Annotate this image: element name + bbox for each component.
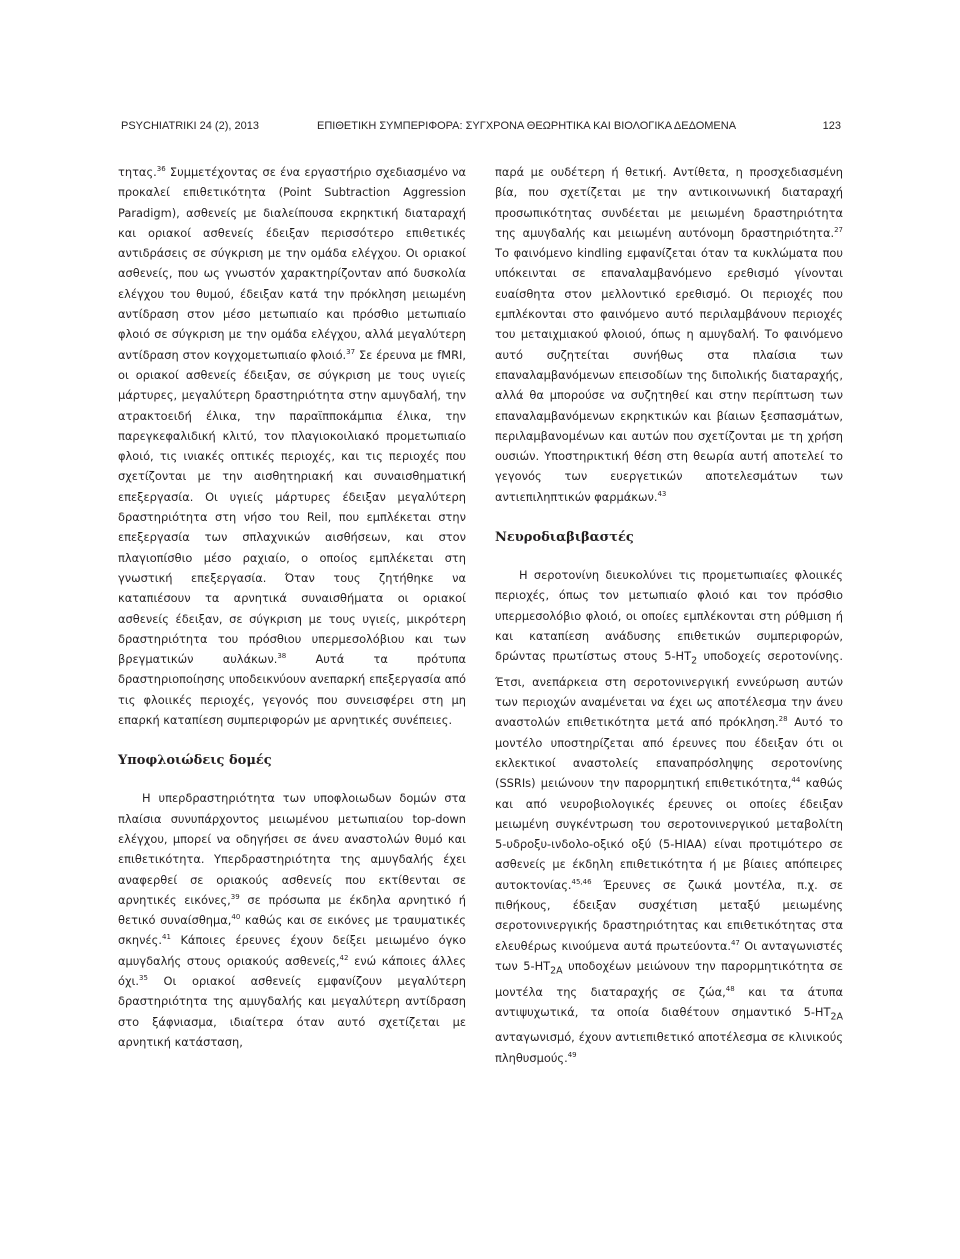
running-header <box>121 120 841 138</box>
journal-citation: PSYCHIATRIKI 24 (2), 2013 <box>121 120 259 132</box>
citation-ref: 43 <box>657 489 667 498</box>
citation-ref: 35 <box>139 973 148 982</box>
citation-ref: 27 <box>834 225 843 234</box>
citation-ref: 45,46 <box>571 877 592 886</box>
section-heading-subcortical: Υποφλοιώδεις δομές <box>118 753 272 769</box>
right-column <box>495 162 843 1068</box>
body-paragraph: παρά με ουδέτερη ή θετική. Αντίθετα, η προσχεδιασμένη βία, που σχετίζεται με την αντικοινωνική διαταραχή προσωπικότητας συνδέεται με μειωμένη δραστηριότητα της αμυγδαλής και μειωμένη αυτόνομη δραστηριότητα.$^{27}$ Το φαινόμενο kindling εμφανίζεται όταν τα κυκλώματα που υπόκεινται σε επαναλαμβανόμενο ερεθισμό γίνονται ευαίσθητα στον μελλοντικό ερεθισμό. Οι περιοχές που εμπλέκονται στο φαινόμενο αυτό περιλαμβάνουν περιοχές του μεταιχμιακού φλοιού, όπως η αμυγδαλή. Το φαινόμενο αυτό συζητείται συνήθως στα πλαίσια των επαναλαμβανόμενων επεισοδίων της διπολικής διαταραχής, αλλά θα μπορούσε να συζητηθεί και στην περίπτωση των επαναλαμβανόμενων εκρηκτικών και βίαιων ξεσπασμάτων, περιλαμβανομένων και αυτών που σχετίζονται με τη χρήση ουσιών. Υποστηρικτική θέση στη θεωρία αυτή αποτελεί το γεγονός των ευεργετικών αποτελεσμάτων των αντιεπιληπτικών φαρμάκων.$^{43}$ <box>495 165 843 504</box>
citation-ref: 40 <box>231 913 241 922</box>
citation-ref: 49 <box>567 1050 577 1059</box>
left-column <box>118 162 466 1052</box>
page-number: 123 <box>822 120 841 132</box>
body-paragraph: Η σεροτονίνη διευκολύνει τις προμετωπιαίες φλοιικές περιοχές, όπως τον μετωπιαίο φλοιό και τον πρόσθιο υπερμεσολόβιο φλοιό, οι οποίες εμπλέκονται στη ρύθμιση ή και καταπίεση ανάδυσης επιθετικών συμπεριφορών, δρώντας πρωτίστως στους $5-HT_2$ υποδοχείς σεροτονίνης. Έτσι, ανεπάρκεια στη σεροτονινεργική εννεύρωση αυτών των περιοχών αναμένεται να έχει ως αποτέλεσμα την άνευ αναστολών επιθετικότητα μετά από πρόκληση.$^{28}$ Αυτό το μοντέλο υποστηρίζεται από έρευνες που έδειξαν ότι οι εκλεκτικοί αναστολείς επαναπρόσληψης σεροτονίνης (SSRIs) μειώνουν την παρορμητική επιθετικότητα,$^{44}$ καθώς και από νευροβιολογικές έρευνες οι οποίες έδειξαν μειωμένη συγκέντρωση του σεροτονινεργικού μεταβολίτη 5-υδροξυ-ινδολο-οξικό οξύ (5-HIAA) είναι προτιμότερο σε ασθενείς με έκδηλη επιθετικότητα ή με βίαιες απόπειρες αυτοκτονίας.$^{45,46}$ Έρευνες σε ζωικά μοντέλα, π.χ. σε πιθήκους, έδειξαν συσχέτιση μεταξύ μειωμένης σεροτονινεργικής δραστηριότητας και επιθετικότητας στα ελευθέρως κινούμενα αυτά πρωτεύοντα.$^{47}$ Οι ανταγωνιστές των $5-HT_{2A}$ υποδοχέων μειώνουν την παρορμητικότητα σε μοντέλα της διαταραχής σε ζώα,$^{48}$ και τα άτυπα αντιψυχωτικά, τα οποία διαθέτουν σημαντικό $5-HT_{2A}$ ανταγωνισμό, έχουν αντιεπιθετικό αποτέλεσμα σε κλινικούς πληθυσμούς.$^{49}$ <box>495 568 844 1065</box>
citation-ref: 47 <box>730 938 740 947</box>
running-title: ΕΠΙΘΕΤΙΚΗ ΣΥΜΠΕΡΙΦΟΡΑ: ΣΥΓΧΡΟΝΑ ΘΕΩΡΗΤΙΚΑ ΚΑΙ ΒΙΟΛΟΓΙΚΑ ΔΕΔΟΜΕΝΑ <box>317 120 737 132</box>
citation-ref: 41 <box>161 933 171 942</box>
subscript: 2A <box>550 965 563 977</box>
body-paragraph: τητας.$^{36}$ Συμμετέχοντας σε ένα εργαστήριο σχεδιασμένο να προκαλεί επιθετικότητα (Point Subtraction Aggression Paradigm), ασθενείς με διαλείπουσα εκρηκτική διαταραχή και οριακοί ασθενείς έδειξαν περισσότερο επιθετικές αντιδράσεις σε σύγκριση με την ομάδα ελέγχου. Οι οριακοί ασθενείς, που ως γνωστόν χαρακτηρίζονταν από δυσκολία ελέγχου του θυμού, έδειξαν κατά την πρόκληση μειωμένη αντίδραση στον μέσο μετωπιαίο και πρόσθιο μετωπιαίο φλοιό σε σύγκριση με την ομάδα ελέγχου, αλλά μεγαλύτερη αντίδραση στον κογχομετωπιαίο φλοιό.$^{37}$ Σε έρευνα με fMRI, οι οριακοί ασθενείς έδειξαν, σε σύγκριση με τους υγιείς μάρτυρες, μεγαλύτερη δραστηριότητα στην αμυγδαλή, την ατρακτοειδή έλικα, την παραϊπποκάμπια έλικα, την παρεγκεφαλιδική κλιτύ, τον πλαγιοκοιλιακό προμετωπιαίο φλοιό, τις ινιακές οπτικές περιοχές, και τις περιοχές που σχετίζονται με την αισθητηριακή και συναισθηματική επεξεργασία. Οι υγιείς μάρτυρες έδειξαν μεγαλύτερη δραστηριότητα στη νήσο του Reil, που εμπλέκεται στην επεξεργασία των σπλαχνικών αισθήσεων, και στον πλαγιοπίσθιο μέσο ραχιαίο, ο οποίος εμπλέκεται στη γνωστική επεξεργασία. Όταν τους ζητήθηκε να καταπιέσουν τα αρνητικά συναισθήματα οι οριακοί ασθενείς έδειξαν, σε σύγκριση με τους υγιείς, μικρότερη δραστηριότητα του πρόσθιου υπερμεσολόβιου και των βρεγματικών αυλάκων.$^{38}$ Αυτά τα πρότυπα δραστηριοποίησης υποδεικνύουν ανεπαρκή επεξεργασία από τις φλοιικές περιοχές, γεγονός που συνεισφέρει στη μη επαρκή καταπίεση συμπεριφορών με αρνητικές συνέπειες. <box>118 165 466 728</box>
subscript: 2A <box>830 1011 843 1023</box>
citation-ref: 37 <box>346 347 356 356</box>
citation-ref: 28 <box>778 715 788 724</box>
body-paragraph: Η υπερδραστηριότητα των υποφλοιωδων δομών στα πλαίσια συνυπάρχοντος μειωμένου μετωπιαίου top-down ελέγχου, μπορεί να οδηγήσει σε άνευ αναστολών θυμό και επιθετικότητα. Υπερδραστηριότητα της αμυγδαλής έχει αναφερθεί σε οριακούς ασθενείς που εκτίθενται σε αρνητικές εικόνες,$^{39}$ σε πρόσωπα με έκδηλα αρνητικό ή θετικό συναίσθημα,$^{40}$ καθώς και σε εικόνες με τραυματικές σκηνές.$^{41}$ Κάποιες έρευνες έχουν δείξει μειωμένο όγκο αμυγδαλής στους οριακούς ασθενείς,$^{42}$ ενώ κάποιες άλλες όχι.$^{35}$ Οι οριακοί ασθενείς εμφανίζουν μεγαλύτερη δραστηριότητα της αμυγδαλής και μεγαλύτερη αντίδραση στο ξάφνιασμα, ιδιαίτερα όταν αυτό σχετίζεται με αρνητική κατάσταση, <box>118 791 466 1049</box>
citation-ref: 42 <box>339 953 349 962</box>
section-heading-neurotransmitters: Νευροδιαβιβαστές <box>495 530 634 546</box>
citation-ref: 48 <box>725 984 735 993</box>
citation-ref: 39 <box>230 892 240 901</box>
subscript: 2 <box>691 655 698 667</box>
citation-ref: 44 <box>791 776 801 785</box>
citation-ref: 36 <box>156 165 166 173</box>
citation-ref: 38 <box>277 652 287 661</box>
